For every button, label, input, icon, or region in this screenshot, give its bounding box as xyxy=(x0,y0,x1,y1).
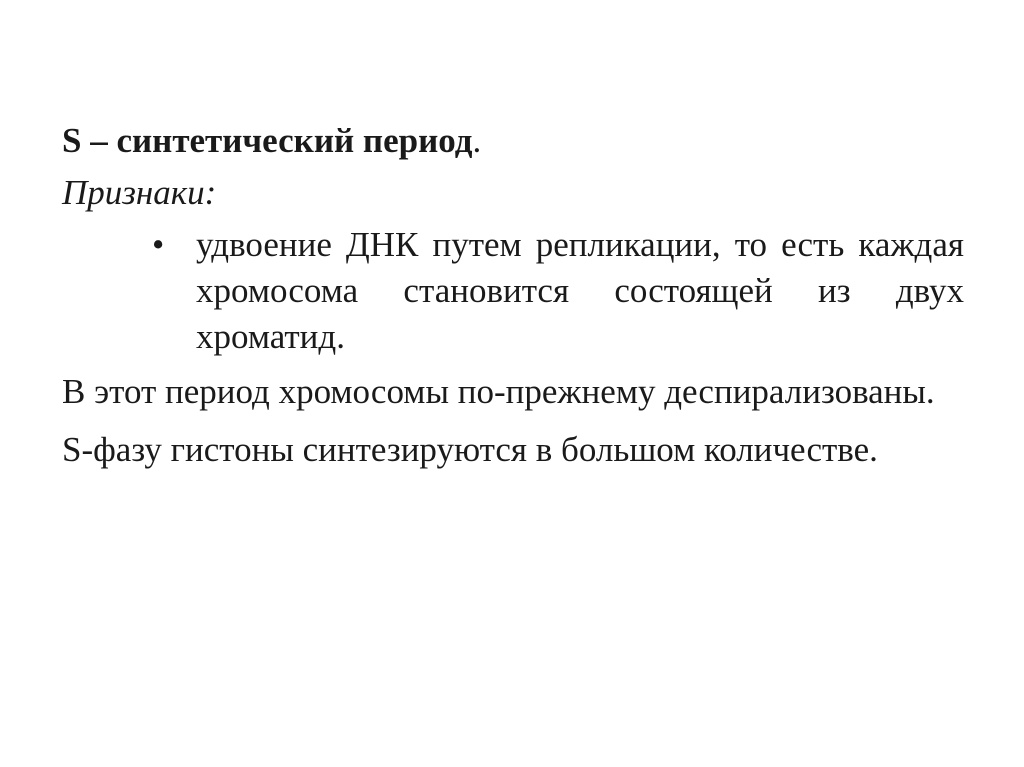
signs-label: Признаки: xyxy=(62,173,217,212)
paragraph-chromosomes: В этот период хромосомы по-прежнему деспирализованы. xyxy=(62,372,935,411)
bullet-list xyxy=(62,222,964,360)
slide-heading xyxy=(62,115,964,167)
heading-bold-text: S – синтетический период xyxy=(62,121,473,160)
heading-tail: . xyxy=(472,121,482,160)
bullet-item xyxy=(152,222,964,360)
bullet-marker: • xyxy=(152,225,165,264)
bullet-text: удвоение ДНК путем репликации, то есть каждая хромосома становится состоящей из двух хроматид. xyxy=(196,225,964,356)
slide-content xyxy=(62,115,964,476)
paragraph-histones: S-фазу гистоны синтезируются в большом количестве. xyxy=(62,430,878,469)
